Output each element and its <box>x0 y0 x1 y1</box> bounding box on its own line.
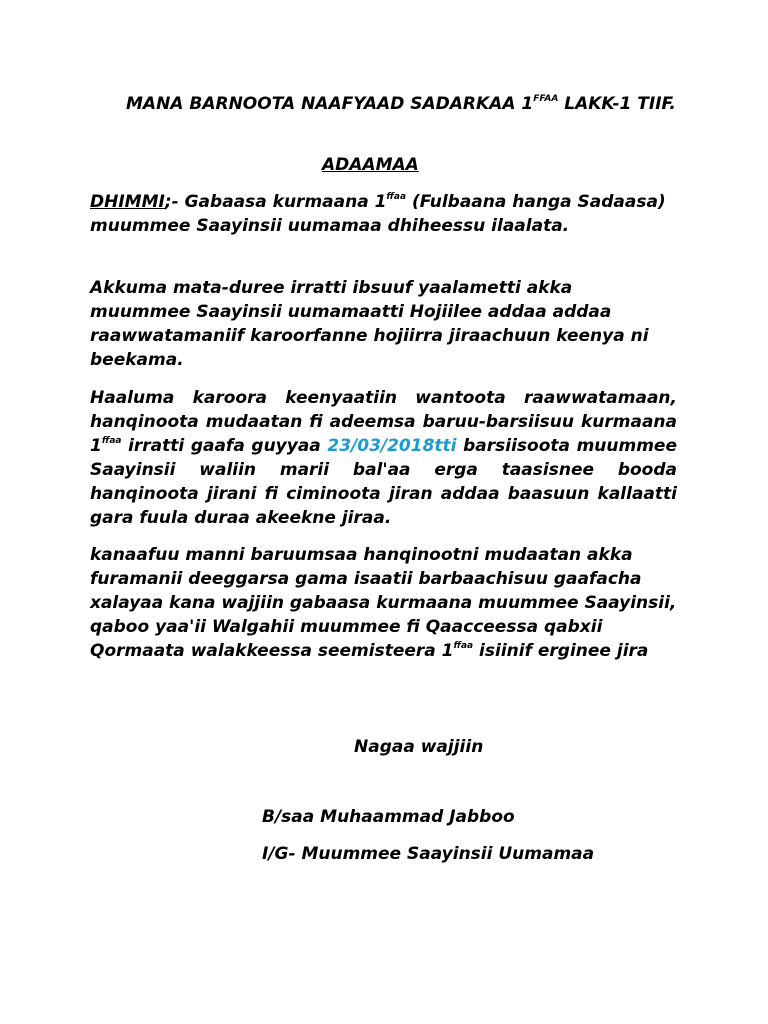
meeting-text-c: barsiisoota muummee Saayinsii waliin marii bal'aa erga taasisnee booda hanqinoota jirani fi ciminoota jiran addaa baasuun kallaatti gara fuula duraa akeekne jiraa. <box>90 436 677 528</box>
paragraph-request <box>90 543 677 663</box>
paragraph-meeting <box>90 386 677 530</box>
signer-name: B/saa Muhaammad Jabboo <box>262 807 515 827</box>
closing-greeting: Nagaa wajjiin <box>354 737 484 757</box>
request-text-a: kanaafuu manni baruumsaa hanqinootni mudaatan akka furamanii deeggarsa gama isaatii barbaachisuu gaafacha xalayaa kana wajjiin gabaasa kurmaana muummee Saayinsii, qaboo yaa'ii Walgahii muummee fi Qaacceessa qabxii Qormaata walakkeessa seemisteera 1 <box>90 545 677 661</box>
meeting-text-b: irratti gaafa guyyaa <box>121 436 328 456</box>
signer-title: I/G- Muummee Saayinsii Uumamaa <box>262 844 595 864</box>
subject-superscript: ffaa <box>386 192 407 203</box>
title-superscript: FFAA <box>533 94 559 105</box>
request-text-b: isiinif erginee jira <box>473 641 649 661</box>
paragraph-subject <box>90 190 677 238</box>
subject-label: DHIMMI <box>90 192 165 212</box>
title-part1: MANA BARNOOTA NAAFYAAD SADARKAA 1 <box>126 94 534 114</box>
meeting-text-a: Haaluma karoora keenyaatiin wantoota raawwatamaan, hanqinoota mudaatan fi adeemsa baruu-barsiisuu kurmaana 1 <box>90 388 677 456</box>
subject-text-a: ;- Gabaasa kurmaana 1 <box>164 192 387 212</box>
document-heading: ADAAMAA <box>322 155 419 175</box>
title-part2: LAKK-1 TIIF. <box>558 94 676 114</box>
document-title <box>90 92 677 116</box>
subject-text-b: (Fulbaana hanga Sadaasa) muummee Saayinsii uumamaa dhiheessu ilaalata. <box>90 192 666 236</box>
meeting-superscript: ffaa <box>101 436 122 447</box>
meeting-date-link[interactable]: 23/03/2018tti <box>327 436 457 456</box>
paragraph-intro: Akkuma mata-duree irratti ibsuuf yaalametti akka muummee Saayinsii uumamaatti Hojiilee addaa addaa raawwatamaniif karoorfanne hojiirra jiraachuun keenya ni beekama. <box>90 278 649 370</box>
request-superscript: ffaa <box>453 641 474 652</box>
